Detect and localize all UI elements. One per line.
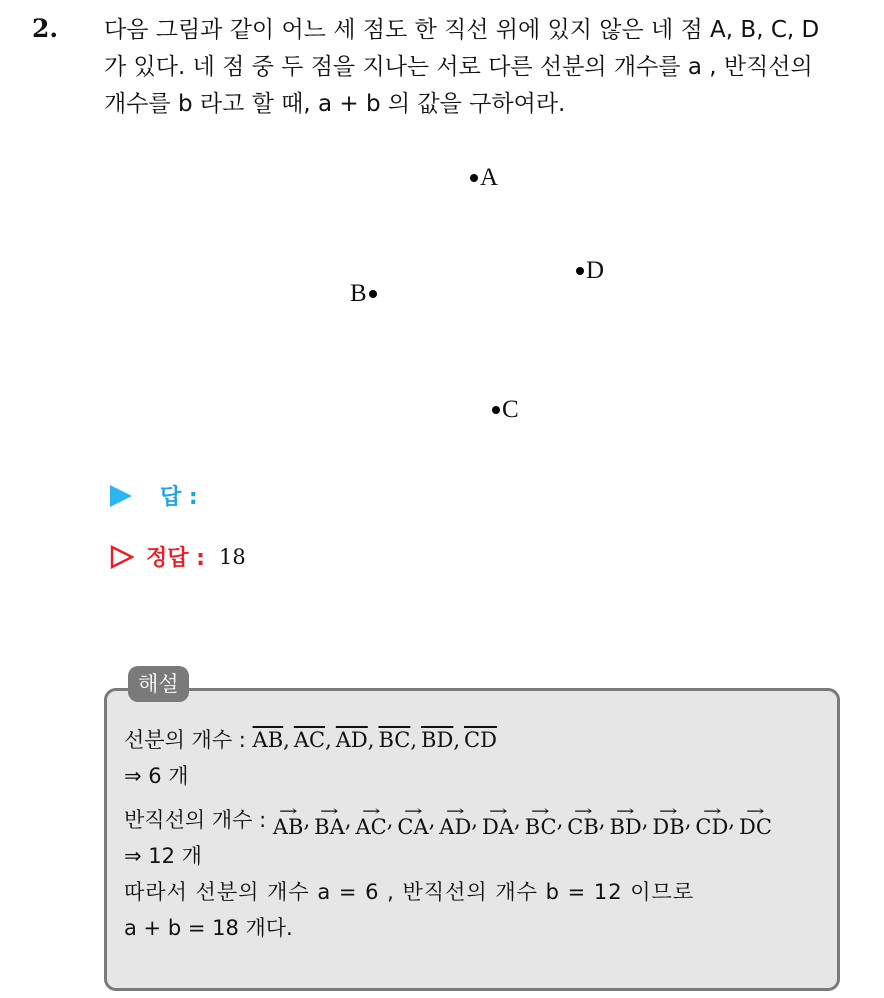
correct-answer-value: 18 (218, 544, 246, 569)
point-a-dot (470, 174, 478, 182)
ray-item: → DA (481, 802, 514, 839)
point-d (574, 257, 604, 285)
question-number: 2. (32, 14, 59, 43)
conclusion-line-2: a + b = 18 개다. (124, 916, 293, 940)
point-a-label: A (480, 164, 499, 191)
ray-item: → AC (355, 802, 387, 839)
answer-label: 답 : (160, 485, 198, 510)
point-b-dot (369, 290, 377, 298)
segment-item: $\overline{AB}$ (252, 728, 284, 752)
play-triangle-icon (110, 485, 132, 507)
rays-count: ⇒ 12 개 (124, 844, 202, 868)
ray-item: → CD (695, 802, 729, 839)
segments-label: 선분의 개수 : (124, 728, 246, 752)
question-line-2: 가 있다. 네 점 중 두 점을 지나는 서로 다른 선분의 개수를 a , 반직선의 (104, 54, 813, 80)
ray-item: → BC (524, 802, 557, 839)
ray-item: → AB (272, 802, 304, 839)
segment-item: $\overline{BD}$ (421, 728, 454, 752)
conclusion-line-1: 따라서 선분의 개수 a = 6 , 반직선의 개수 b = 12 이므로 (124, 880, 695, 904)
rays-row: 반직선의 개수 : → AB , → BA , → AC , → CA , → AD , → DA , → BC , → CB , → BD , → DB , → CD , → DC (124, 802, 772, 839)
ray-item: → CB (567, 802, 599, 839)
segments-row: 선분의 개수 : $\overline{AB}$ , $\overline{AC}$ , $\overline{AD}$ , $\overline{BC}$ , $\overline{BD}$ , $\overline{CD}$ (124, 722, 772, 758)
segment-item: $\overline{CD}$ (464, 728, 497, 752)
segment-item: $\overline{AC}$ (293, 728, 326, 752)
point-a (468, 164, 498, 192)
point-c (490, 396, 519, 424)
segments-count: ⇒ 6 개 (124, 764, 189, 788)
answer-row (110, 480, 198, 511)
ray-item: → BA (314, 802, 345, 839)
segment-item: $\overline{AD}$ (335, 728, 368, 752)
explanation-body (124, 722, 772, 946)
correct-answer-label: 정답 : (146, 546, 205, 571)
ray-item: → BD (609, 802, 642, 839)
point-d-dot (576, 267, 584, 275)
point-c-dot (492, 406, 500, 414)
question-line-3: 개수를 b 라고 할 때, a + b 의 값을 구하여라. (104, 91, 566, 117)
correct-answer-row (110, 541, 246, 572)
ray-item: → CA (397, 802, 429, 839)
point-b (350, 280, 379, 308)
point-d-label: D (586, 257, 605, 284)
outline-triangle-icon (110, 545, 134, 569)
segment-item: $\overline{BC}$ (378, 728, 411, 752)
point-b-label: B (350, 280, 367, 307)
question-line-1: 다음 그림과 같이 어느 세 점도 한 직선 위에 있지 않은 네 점 A, B, C, D (104, 17, 820, 43)
ray-item: → DB (652, 802, 685, 839)
question-text (104, 12, 874, 123)
ray-item: → AD (439, 802, 472, 839)
rays-label: 반직선의 개수 : (124, 808, 267, 832)
point-c-label: C (502, 396, 519, 423)
ray-item: → DC (738, 802, 772, 839)
explanation-title: 해설 (128, 666, 189, 702)
